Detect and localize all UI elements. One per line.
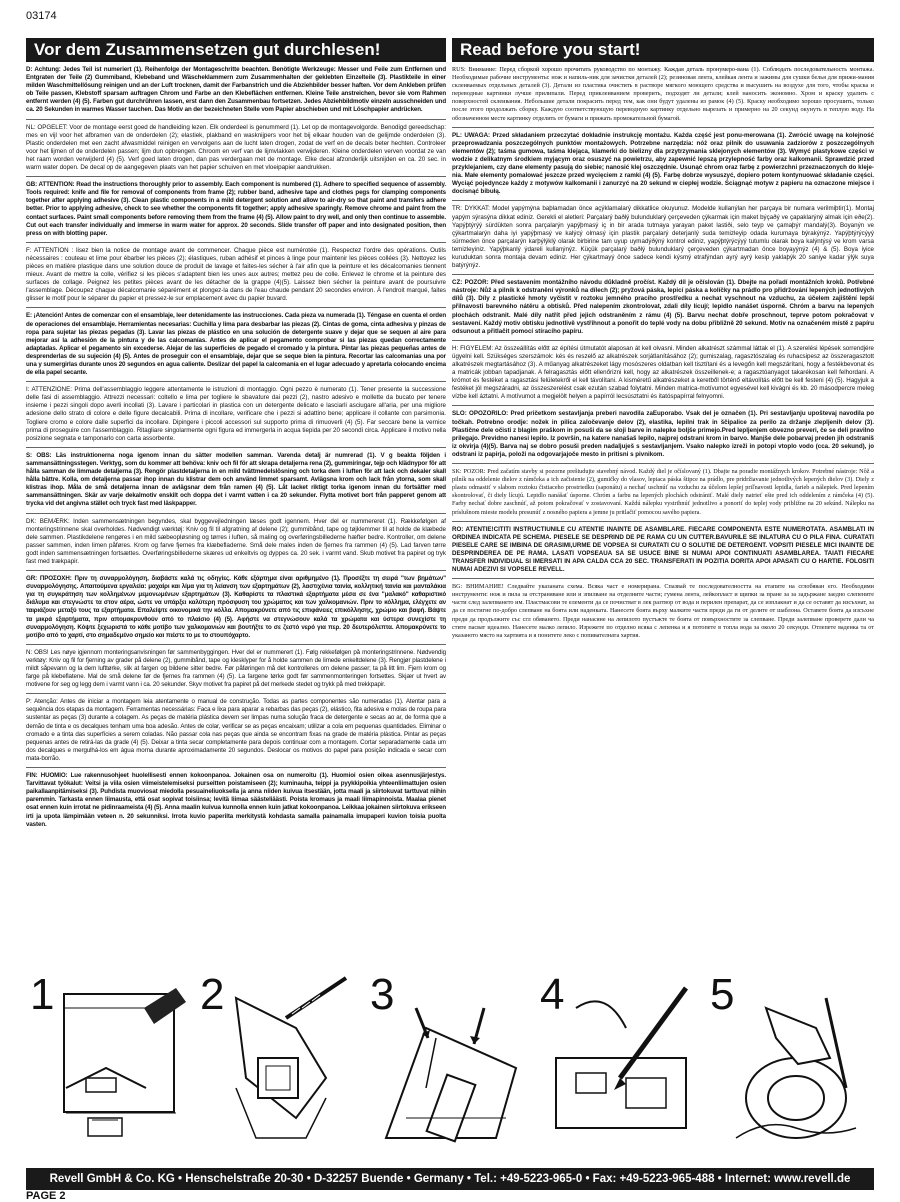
document-code: 03174: [26, 10, 57, 22]
section-divider: [26, 570, 446, 571]
instructions-nl: NL: OPGELET: Voor de montage eerst goed de handleiding lezen. Elk onderdeel is genummerd (1). Let op de montagevolgorde. Benodigd gereedschap: mes en vijl voor het afbramen van de onderdelen (2); elastiek, plakband en wasknijpers voor het bij elkaar houden van de gelijmde onderdelen (3). Plastic onderdelen met een zacht afwasmiddel reinigen en vervolgens aan de lucht laten drogen, zodat de verf en de decals beter hechten. Controleer voor het lijmen of de onderdelen passen; lijm dun opbrengen. Chroom en verf van de lijmvlakken verwijderen. Kleine onderdelen verven voordat ze van het raam worden verwijderd (4) (5). Verf goed laten drogen, dan pas verdergaan met de montage. Elke decal afzonderlijk uitsnijden en ca. 20 sec. in warm water dopen. De decal op de aangegeven plaats van het papier schuiven en met vloeipapier aandrukken.: [26, 123, 446, 172]
section-divider: [26, 119, 446, 120]
section-divider: [452, 340, 874, 341]
instructions-fin: FIN: HUOMIO: Lue rakennusohjeet huolellisesti ennen kokoonpanoa. Jokainen osa on numeroitu (1). Huomioi osien oikea asennusjärjestys. Tarvittavat työkalut: Veitsi ja viila osien viimeistelemiseksi purseitten poistamiseen (2); kuminauha, teippi ja pyykkipoikia yhteenliimattujen osien paikallaanpitämiseksi (3). Puhdista muoviosat miedolla pesuaineliuoksella ja anna niiden kuivua itsestään, jotta maali ja siirtokuvat tarttuvat niihin paremmin. Tarkasta ennen liimausta, että osat sopivat toisiinsa; levitä liimaa säästeliäästi. Poista kromaus ja maali liimapinnoista. Maalaa pienet osat ennen kuin irrotat ne pidinraameista (4) (5). Anna maalin kuivua kunnolla ennen kuin jatkat kokoonpanoa. Leikkaa jokainen siirtokuva erikseen irti ja upota lämpimään veteen n. 20 sekunniksi. Irrota kuvio paperilta merkitystä kohdasta samalla painamalla imupaperi kuvion toisia puolta vasten.: [26, 772, 446, 828]
instructions-e: E: ¡Atención! Antes de comenzar con el ensamblaje, leer detenidamente las instrucciones. Cada pieza va numerada (1). Téngase en cuenta el orden de operaciones del ensamblaje. Herramientas necesarias: Cuchilla y lima para desbarbar las piezas (2). Cintas de goma, cinta adhesiva y pinzas de ropa para sujetar las piezas pegadas (3). Lavar las piezas de plástico en una solución de detergente suave y dejar que se sequen al aire para mejorar así la adhesión de la pintura y de las calcomanías. Antes de aplicar el pegamento comprobar si las piezas quedan correctamente adaptadas. Aplicar el pegamento sin excederse. Alejar de las superficies de pegado el cromado y la pintura. Pintar las piezas pequeñas antes de desprenderlas de su sujeción (4) (5). Antes de proseguir con el ensamblaje, dejar que se seque bien la pintura. Recortar las calcomanías una por una y sumergirlas durante unos 20 segundos en agua caliente. Deslizar del papel la calcomanía en el lugar adecuado y apretarla colocando encima de ella papel secante.: [26, 312, 446, 377]
section-divider: [452, 578, 874, 579]
section-divider: [452, 521, 874, 522]
section-divider: [26, 381, 446, 382]
step-4: [536, 968, 702, 1174]
instructions-f: F: ATTENTION : lisez bien la notice de montage avant de commencer. Chaque pièce est numérotée (1). Respectez l'ordre des opérations. Outils nécessaires : couteau et lime pour ébarber les pièces (2); élastiques, ruban adhésif et pinces à linge pour maintenir les pièces collées (3). Nettoyez les pièces en matière plastique dans une solution douce de produit de lavage et faites-les sécher à l'air afin que la peinture et les décalcomanies tiennent mieux. Avant de mettre la colle, vérifiez si les pièces s'adaptent bien les unes aux autres; mettez peu de colle. Enlevez le chrome et la peinture des surfaces de collage. Peignez les petites pièces avant de les détacher de la grappe (4)(5). Laissez bien sécher la peinture avant de poursuivre l'assemblage. Découpez chaque décalcomanie séparément et plongez-la dans de l'eau chaude pendant 20 secondes environ. À l'endroit marqué, faites glisser le motif pour le séparer du papier et pressez-le sur emplacement avec du papier buvard.: [26, 246, 446, 303]
instructions-slo: SLO: OPOZORILO: Pred pričetkom sestavljanja preberi navodila zaEuporabo. Vsak del je označen (1). Pri sestavljanju upoštevaj navodila po točkah. Potrebno orodje: nožek in pilica zaločevanje delov (2), elastika, lepilni trak in ščipalice za perilo za držanje zlepljenih delov (3). Plastične dele očisti z blagim praškom in posuši da se sloji barve in nalepke boljše primejo.Pred lepljenjem obvezno preveri, če se deli pravilno prilegajo. Previdno nanesi lepilo. Iz površin, na katere nanašaš lepilo, najprej odstrani krom in barvo. Manjše dele pobarvaj preden jih odstraniš iz okvirja (4)(5). Barva naj se dobro posuši preden nadaljuješ s sestavljanjem. Vsako nalepko izreži in potopi vtoplo vodo (cca. 20 sekund), jo odstrani iz papirja, položi na odgovarjajoče mesto in pritisni s pivnikom.: [452, 410, 874, 458]
section-divider: [26, 693, 446, 694]
instructions-sk: SK: POZOR: Pred začatím stavby si pozorne preštudujte stavebný návod. Každý diel je očíslovaný (1). Dbajte na poradie montážnych krokov. Potrebné nástroje: Nôž a pilník na oddelenie dielov z rámčeka a ich začistenie (2), gumičky do vlasov, lepiaca páska štipce na prádlo, pre pridržiavanie jednotlivých lepených dielov (3). Diely z plastu odmastiť v slabom roztoku čistiaceho prostriedku (saponátu) a nechať uschnúť na vzduchu za účelom lepšej priľnavosti lepidla, farieb a nálepiek. Pred lepením skontrolovať, či diely lícujú. Lepidlo nanášať úsporne. Chróm a farbu na lepených plochách odstrániť. Malé diely natrieť ešte pred ich oddelením z rámčeka (4) (5). Farby nechať dobre zaschnúť, až potom pokračovať v zostavovaní. Každú nálepku vystrihnúť jednotlivo a ponoriť do teplej vody približne na 20 sekúnd. Nálepku na príslušnom mieste modelu presunúť z nosného papiera a jemne ju pritlačiť pomocou savého papiera.: [452, 468, 874, 516]
section-divider: [26, 513, 446, 514]
instructions-s: S: OBS: Läs instruktionerna noga igenom innan du sätter modellen samman. Varenda detalj är numrerad (1). V g beakta följden i sammansättningsstegen. Verktyg, som du kommer att behöva: kniv och fil för att skrapa detaljerna rena (2), gummiringar, tejp och klädnypor för att hålla samman de limmade detaljerna (3). Rengör plastdetaljerna in en mild tvättmedelslösning och torka dem i luften för att lack och dekaler skall hålla bättre. Kolla, om detaljerna passar ihop innan du klistrar dem och använd limmet sparsamt. Avlägsna krom och lack från ytorna, som skall klistras ihop. Måla de små detaljerna innan de avlägsnar dem från ramen (4) (5). Låt lacket riktigt torka igenom innan du fortsätter med sammansättningen. Skär av varje dekalmotiv enskilt och doppa det i varmt vatten i ca 20 sekunder. Flytta motivet bort från papperet genom att trycka vid det angivna stället och tryck fast med läskpapper.: [26, 451, 446, 508]
assembly-steps: [26, 968, 874, 1174]
instructions-bg: BG: ВНИМАНИЕ! Следвайте указаната схема. Всяка част е номерирана. Спазвай те последователността на етапите на сглобяван его. Необходими инструменти: нож и пила за отстраняване или и зпилване на отделните части; гумена лента, лейкопласт и щипки за пране за за задържане заедно слепените части след залепването им. Пластмасови те елементи да се почистват в лек разтвор от вода и перилен препарат, да се изплакнат и да се оставят да изсъхнат, за да се постигне по-добро слепване на боята или наденката. Нанесете боята върху малките части преди да ги от делите от шаблона. Оставете боята да изсъхне преди да продължите със сгл обяването. Преди нанасяне на лепилото пустъжте те боята от повърхностите за слепване. Преди залепване проверете дали ча стите пасват идеално. Нанесете малко лепило. Изрежете по отделно всяка с лепенка и я потопете в топла вода за около 20 секунди. Отлепете ваденка та от указаното място на хартията и я понитете леко с попивателната хартия.: [452, 583, 874, 639]
instructions-i: I: ATTENZIONE: Prima dell'assemblaggio leggere attentamente le istruzioni di montaggio. Ogni pezzo è numerato (1). Tener presente la successione delle fasi di assemblaggio. Attrezzi necessari: coltello e lima per togliere le sbavature dai pezzi (2), nastro adesivo e mollette da bucato per tenere insieme i pezzi singoli dopo averli incollati (3). Lavare i particolari in plastica con un detergente delicato e lasciarli asciugare all'aria, per una migliore adesione dello strato di colore e delle figure decalcabili. Prima di incollare, verificare che i pezzi si adattino bene; applicare il collante con parsimonia. Togliere cromo e colore dalle superfici da incollare. Dipingere i piccoli accessori sul supporto prima di rimuoverli (4) (5). Far seccare bene la vernice prima di proseguire con l'assemblaggio. Ritagliare singolarmente ogni figura ed immergerla in acqua tiepida per 20 secondi circa. Applicare il motivo nella posizione segnata e tamponarlo con carta assorbente.: [26, 386, 446, 442]
section-divider: [26, 447, 446, 448]
instructions-p: P: Atenção: Antes de iniciar a montagem leia atentamente o manual de construção. Todas as partes componentes são numeradas (1). Atentar para a sequência dos etapas da montagem. Ferramentas necessárias: Faca e lixa para aparar a rebarbas das peças (2), elástico, fita adesiva e molas de roupa para sustentar as peças (3) durante a colagem. As peças de matéria plástica devem ser limpas numa solução fraca de detergente e secas ao ar, de forma que a demão de tinta e os decalques tenham uma boa adesão. Antes de colar, verificar se as peças encaixam; utilizar a cola em pequenas quantidades. Eliminar o cromado e a tinta das superfícies a serem coladas. Não passar cola nas peças que ainda se encontram fixas na grade de matéria plástica. Pintar as peças pequenas antes de retirá-las da grade (4) (5). Deixar a tinta secar completamente para depois continuar com a montagem. Cortar separadamente cada um dos decalques e mergulhá-los em água morna durante aproximadamente 20 segundos. Deslocar os motivos do papel para posição indicada e secar com mata-borrão.: [26, 698, 446, 762]
title-english: Read before you start!: [452, 38, 874, 62]
instructions-ro: RO: ATENTIE!CITITI INSTRUCTIUNILE CU ATENTIE INAINTE DE ASAMBLARE. FIECARE COMPONENTA ESTE NUMEROTATA. ASAMBLATI IN ORDINEA INDICATA PE SCHEMA. PIESELE SE DESPRIND DE PE RAMA CU UN CUTTER.BAVURILE SE INLATURA CU O PILA FINA. CURATATI PIESELE CARE SE IMBINA DE GRASIMI,URME DE VOPSEA SI CURATATI CU O SOLUTIE DE DETERGENT. VOPSITI PIESELE MICI INAINTE DE DESPRINDEREA DE PE RAMA. LASATI VOPSEAUA SA SE USUCE BINE SI NUMAI APOI CONTINUATI ASAMBLAREA. TAIATI FIECARE TRANSFER INDIVIDUAL SI IMERSATI IN APA CALDA CCA 20 SEC. TRANSFERATI IN POZITIA DORITA APOI APASATI CU O HARTIE. FOLOSITI NUMAI ADEZIVI SI VOPSELE REVELL.: [452, 525, 874, 574]
section-divider: [26, 307, 446, 308]
section-divider: [26, 644, 446, 645]
step-number: 5: [710, 970, 735, 1019]
instructions-left-column: [26, 66, 446, 829]
instructions-right-column: [452, 66, 874, 640]
step-number: 3: [370, 970, 395, 1019]
page-number: PAGE 2: [26, 1190, 66, 1202]
step-number: 4: [540, 970, 565, 1019]
instructions-tr: TR: DYKKAT: Model yapýmýna baþlamadan önce açýklamalarý dikkatlice okuyunuz. Modelde kullanýlan her parçaya bir numara verilmiþtir(1). Montaj yapým sýrasýna dikkat ediniz. Gerekli el aletleri: Parçalarý baðlý bulunduklarý çerçeveden çýkarmak için maket býçaðý ve çapaklarýný almak için eðe(2). Yapýþtýrýý sürdükten sonra parçalarýn yapýþmasý iç in bir arada tutmaya yarayan paket lastiði, selo teyp ve çamaþýr mandalý(3). Boyanýn ve çýkartmalarýn daha iyi yapýþmasý ve kalýcý olmasý için plastik parçalarý deterjanlý suda temizleyip odada kurumaya býrakýnýz. Yapýþtýrýcýyý sürmeden önce parçalarýn karþýlýklý olarak birbirine tam uyup uymadýðýný kontrol ediniz, yapýþtýrýcýyý tutumlu olarak boya kalýntýsý ve krom varsa temizleyiniz. Yapýþkanlý ýdareli kullanýnýz. Küçük parçalarý baðlý bulunduklarý çerçeveden çýkartmadan önce boyayýnýz (4) & (5). Boya iyice kuruduktan sonra montaja devam ediniz. Her çýkartmayý önce sadece kendi kýsmý etrafýndan ayrý ayrý kesip yaklaþýk 20 saniye kadar ýlýk suya batýrýnýz.: [452, 205, 874, 270]
instructions-n: N: OBS! Les nøye igjennom monteringsanvisningen før sammenbyggingen. Hver del er nummerert (1). Følg rekkefølgen på monteringstrinnene. Nødvendig verktøy: Kniv og fil for fjerning av grader på delene (2), gummibånd, tape og klesklyper for å holde sammen de limede enkeltdelene (3). Rengjør plastdelene i mildt såpevann og la dem lufttørke, slik at fargen og bildene sitter bedre. Før påføringen må det kontrolleres om delene passer; ta på litt lim. Fjern krom og farge på klebeflatene. Mal de små delene før de fjernes fra rammen (4) (5). La fargene tørke godt før sammenmonteringen fortsettes. Skjær ut hvert av motivene for seg og legg dem i varmt vann i ca. 20 sekunder. Skyv motivet fra papiret på det merkede stedet og trykk på med trekkpapir.: [26, 648, 446, 689]
section-divider: [26, 767, 446, 768]
section-divider: [26, 176, 446, 177]
step-number: 1: [30, 970, 55, 1019]
step-2: [196, 968, 362, 1174]
section-divider: [452, 200, 874, 201]
step-5: [706, 968, 872, 1174]
step-3: [366, 968, 532, 1174]
title-german: Vor dem Zusammensetzen gut durchlesen!: [26, 38, 446, 62]
instructions-h: H: FIGYELEM: Az összeállítás előtt az építési útmutatót alaposan át kell olvasni. Minden alkatrészt számmal láttak el (1). A szerelési lépések sorrendjére ügyelni kell. Szükséges szerszámok: kés és reszelő az alkatrészek sorjátlanításához (2); gumiszalag, ragasztószalag és ruhacsipesz az összeragasztott alkatrészek megtartásához (3). A műanyag alkatrészeket lágy mosószeres oldatban kell tisztítani és a levegőn kell megszárítani, hogy a festékbevonat és a matricák jobban tapadjanak. A felragasztás előtt ellenőrizni kell, hogy az alkatrészek összeillenek-e; a ragasztóanyagot takarékosan kell felhordani. A krómot és festéket a ragasztási felületekről el kell távolítani. A kisméretű alkatrészeket a keretből történő eltávolítás előtt be kell festeni (4) (5). Hagyjuk a festéket jól megszáradni, az összeszerelést csak ezután szabad folytatni. Minden matrica-motívumot egyesével kell kivágni és kb. 20 másodpercre meleg vízbe kell áztatni. A motívumot a megjelölt helyen a papírról lecsúsztatni és itatóspapírral felnyomni.: [452, 344, 874, 401]
section-divider: [452, 405, 874, 406]
instructions-d: D: Achtung: Jedes Teil ist numeriert (1). Reihenfolge der Montageschritte beachten. Benötigte Werkzeuge: Messer und Feile zum Entfernen und Entgraten der Teile (2) Gummiband, Klebeband und Wäscheklammern zum Zusammenhalten der geklebten Einzelteile (3). Plastikteile in einer milden Waschmittellösung reinigen und an der Luft trocknen, damit der Farbanstrich und die Abziehbilder besser haften. Vor dem Ankleben prüfen ob Teile passen, Klebstoff sparsam auftragen Chrom und Farbe an den Klebeflächen entfernen. Kleine Teile anstreichen, bevor sie vom Rahmen entfernt werden (4) (5). Farben gut durchrühren lassen, erst dann den Zusammenbau fortsetzen. Jedes Abziehbildmotiv einzeln ausschneiden und ca. 20 Sekunden in warmes Wasser tauchen. Das Motiv an der bezeichneten Stelle vom Papier abschieben und mit Löschpapier andrücken.: [26, 66, 446, 114]
instructions-gr: GR: ΠΡΟΣΟΧΗ: Πριν τη συναρμολόγηση, διαβάστε καλά τις οδηγίες. Κάθε εξάρτημα είναι αριθμημένο (1). Προσέξτε τη σειρά "των βημάτων" συναρμολόγησης. Απαιτούμενα εργαλεία: μαχαίρι και λίμα για τη λείανση των εξαρτημάτων (2), λαστιχένια ταινία, κολλητική ταινία και μανταλάκια για τη συγκράτηση των κολλημένων μεμονωμένων εξαρτημάτων (3). Καθαρίστε τα πλαστικά εξαρτήματα μέσα σε ένα "μαλακό" καθαριστικό διάλυμα και στεγνώστε τα στον αέρα, ώστε να υπάρξει καλύτερη πρόσφυση του χρώματος και των χαλκομανιών. Πριν το κόλλημα, ελέγχετε αν ταιριάζουν μεταξύ τους τα εξαρτήματα. Επαλείψτε οικονομικά την κόλλα. Απομακρύνετε από τις επιφάνειες επικόλλησης, χρώμιο και βαφή. Βάψτε τα μικρά εξαρτήματα, πριν απομακρυνθούν από το πλαίσιο (4) (5). Αφήστε να στεγνώσουν καλά τα χρώματα και ύστερα συνεχίστε τη συναρμολόγηση. Κόψτε ξεχωριστά το κάθε μοτίβο των χαλκομανιών και βουτήξτε το σε ζεστό νερό για περ. 20 δευτερόλεπτα. Απομακρύνετε το μοτίβο από το χαρτί, στο σημαδεμένο σημείο και πιέστε το με το στουπόχαρτο.: [26, 575, 446, 639]
step-1: [26, 968, 192, 1174]
company-footer: Revell GmbH & Co. KG • Henschelstraße 20-30 • D-32257 Buende • Germany • Tel.: +49-5223-965-0 • Fax: +49-5223-965-488 • Internet: www.revell.de: [26, 1168, 874, 1190]
section-divider: [452, 463, 874, 464]
section-divider: [26, 242, 446, 243]
section-divider: [452, 127, 874, 128]
instructions-dk: DK: BEMÆRK: Inden sammensætningen begyndes, skal byggevejledningen læses godt igennem. Hver del er nummereret (1). Rækkefølgen af monteringstrinnene skal overholdes. Nødvendigt værktøj: Kniv og fil til afgratning af delene (2); gummibånd, tape og tøjklemmer til at holde de klæbede dele sammen. Plastikdelene rengøres i en mild sæbeopløsning og tørres i luften, så maling og overføringsbillederne hæfter bedre. Kontroller, om delene passer sammen, inden limen påføres. Krom og farve fjernes fra klæbefladerne. Små dele males inden de fjernes fra rammen (4) (5). Lad farven tørre godt inden sammensætningen fortsættes. Overføringsbillederne skæres ud enkeltvis og dyppes ca. 20 sek. i varmt vand. Skub motivet fra papiret og tryk fast med trækpapir.: [26, 517, 446, 565]
section-divider: [452, 274, 874, 275]
instructions-cz: CZ: POZOR: Před sestavením montážního návodu důkladně pročíst. Každý díl je očíslován (1). Dbejte na pořadí montážních kroků. Potřebné nástroje: Nůž a pilník k odstranění výronků na dílech (2); pryžová páska, lepicí páska a kolíčky na prádlo pro přidržování lepených jednotlivých dílů (3). Díly z plastické hmoty vyčistit v roztoku jemného pracího prostředku a nechat vyschnout na vzduchu, za účelem zajištění lepší přilnavosti barevného nátěru a obtisků. Před nalepením zkontrolovat, zdali díly lícují; lepidlo nanášet úsporně. Chróm a barvu na lepených plochách odstranit. Malé díly natřít před jejich odstraněním z rámu (4) (5). Barvu nechat dobře proschnout, teprve potom pokračovat v sestavení. Každý motiv obtisku jednotlivě vystřihnout a ponořit do teplé vody na dobu přibližně 20 sekund. Motiv na označeném místě z papíru odsunout a přitlačit pomocí stíracího papíru.: [452, 279, 874, 335]
instructions-pl: PL: UWAGA: Przed składaniem przeczytać dokładnie instrukcję montażu. Każda część jest ponu-merowana (1). Zwrócić uwagę na kolejność przeprowadzania poszczególnych punktów montażowych. Potrzebne narzędzia: nóż oraz pilnik do usuwania zadziorów z poszczególnych elementów (2); taśma gumowa, taśma klejąca, klamerki do bielizny dla przytrzymania sklejonych elementów (3). Wymyć plastykowe części w wodzie z delikatnym środkiem myjącym oraz osuszyć na powietrzu, aby zapewnić lepszą przylepność farby oraz kalkomanii. Sprawdzić przed przyklejaniem, czy dane elementy pasują do siebie; nanosić klej oszczędnie. Usunąć chrom oraz farbę z powierzchni przeznaczonych do kleje-nia. Małe elementy pomalować jeszcze przed wycięciem z ramki (4) (5). Farbę dobrze wysuszyć, dopiero potem kontynuować składanie części. Wyciąć pojedyncze każdy z motywów kalkomanii i zanurzyć na 20 sekund w ciepłej wodzie. Ściągnąć motyw z papieru na oznaczone miejsce i docisnąć bibułą.: [452, 131, 874, 196]
instructions-gb: GB: ATTENTION: Read the instructions thoroughly prior to assembly. Each component is numbered (1). Adhere to specified sequence of assembly. Tools required: knife and file for removal of components from frame (2); rubber band, adhesive tape and clothes pegs for clamping components together after applying adhesive (3). Clean plastic components in a mild detergent solution and allow to air-dry so that paint and transfers adhere better. Prior to applying adhesive, check to see whether the components fit together; apply adhesive sparingly. Remove chrome and paint from the contact surfaces. Paint small components before removing them from the frame (4) (5). Allow paint to dry well, and only then continue to assemble. Cut out each transfer individually and immerse in warm water for approx. 20 seconds. Slide transfer off paper and into designated position, then press on with blotting paper.: [26, 181, 446, 237]
step-number: 2: [200, 970, 225, 1019]
instructions-rus: RUS: Внимание: Перед сборкой хорошо прочитать руководство по монтажу. Каждая деталь пронумеро-вана (1). Соблюдать последовательность монтажа. Необходимые рабочие инструменты: нож и напиль-ник для зачистки деталей (2); резиновая лента, клейкая лента и зажимы для сушки белья для прижи-мания склеиваемых отдельных деталей (3). Детали из пластика очистить в растворе мягкого моющего средства и высушить на воздухе для того, чтобы краска и переводные картинки лучше прилипали. Перед приклеиванием проверить, подходят ли детали; клей наносить экономно. Хром и краску удалить с поверхностей склеивания. Небольшие детали покрасить перед тем, как они будут удалены из рамок (4) (5). Краску необходимо хорошо просушить, только после этого продолжать сборку. Каждую соответствующую переводную картинку отдельно вырезать и примерно на 20 секунд окунуть в теплую воду. На обозначенном месте картинку отделить от бумаги и прижать промокательной бумагой.: [452, 66, 874, 122]
